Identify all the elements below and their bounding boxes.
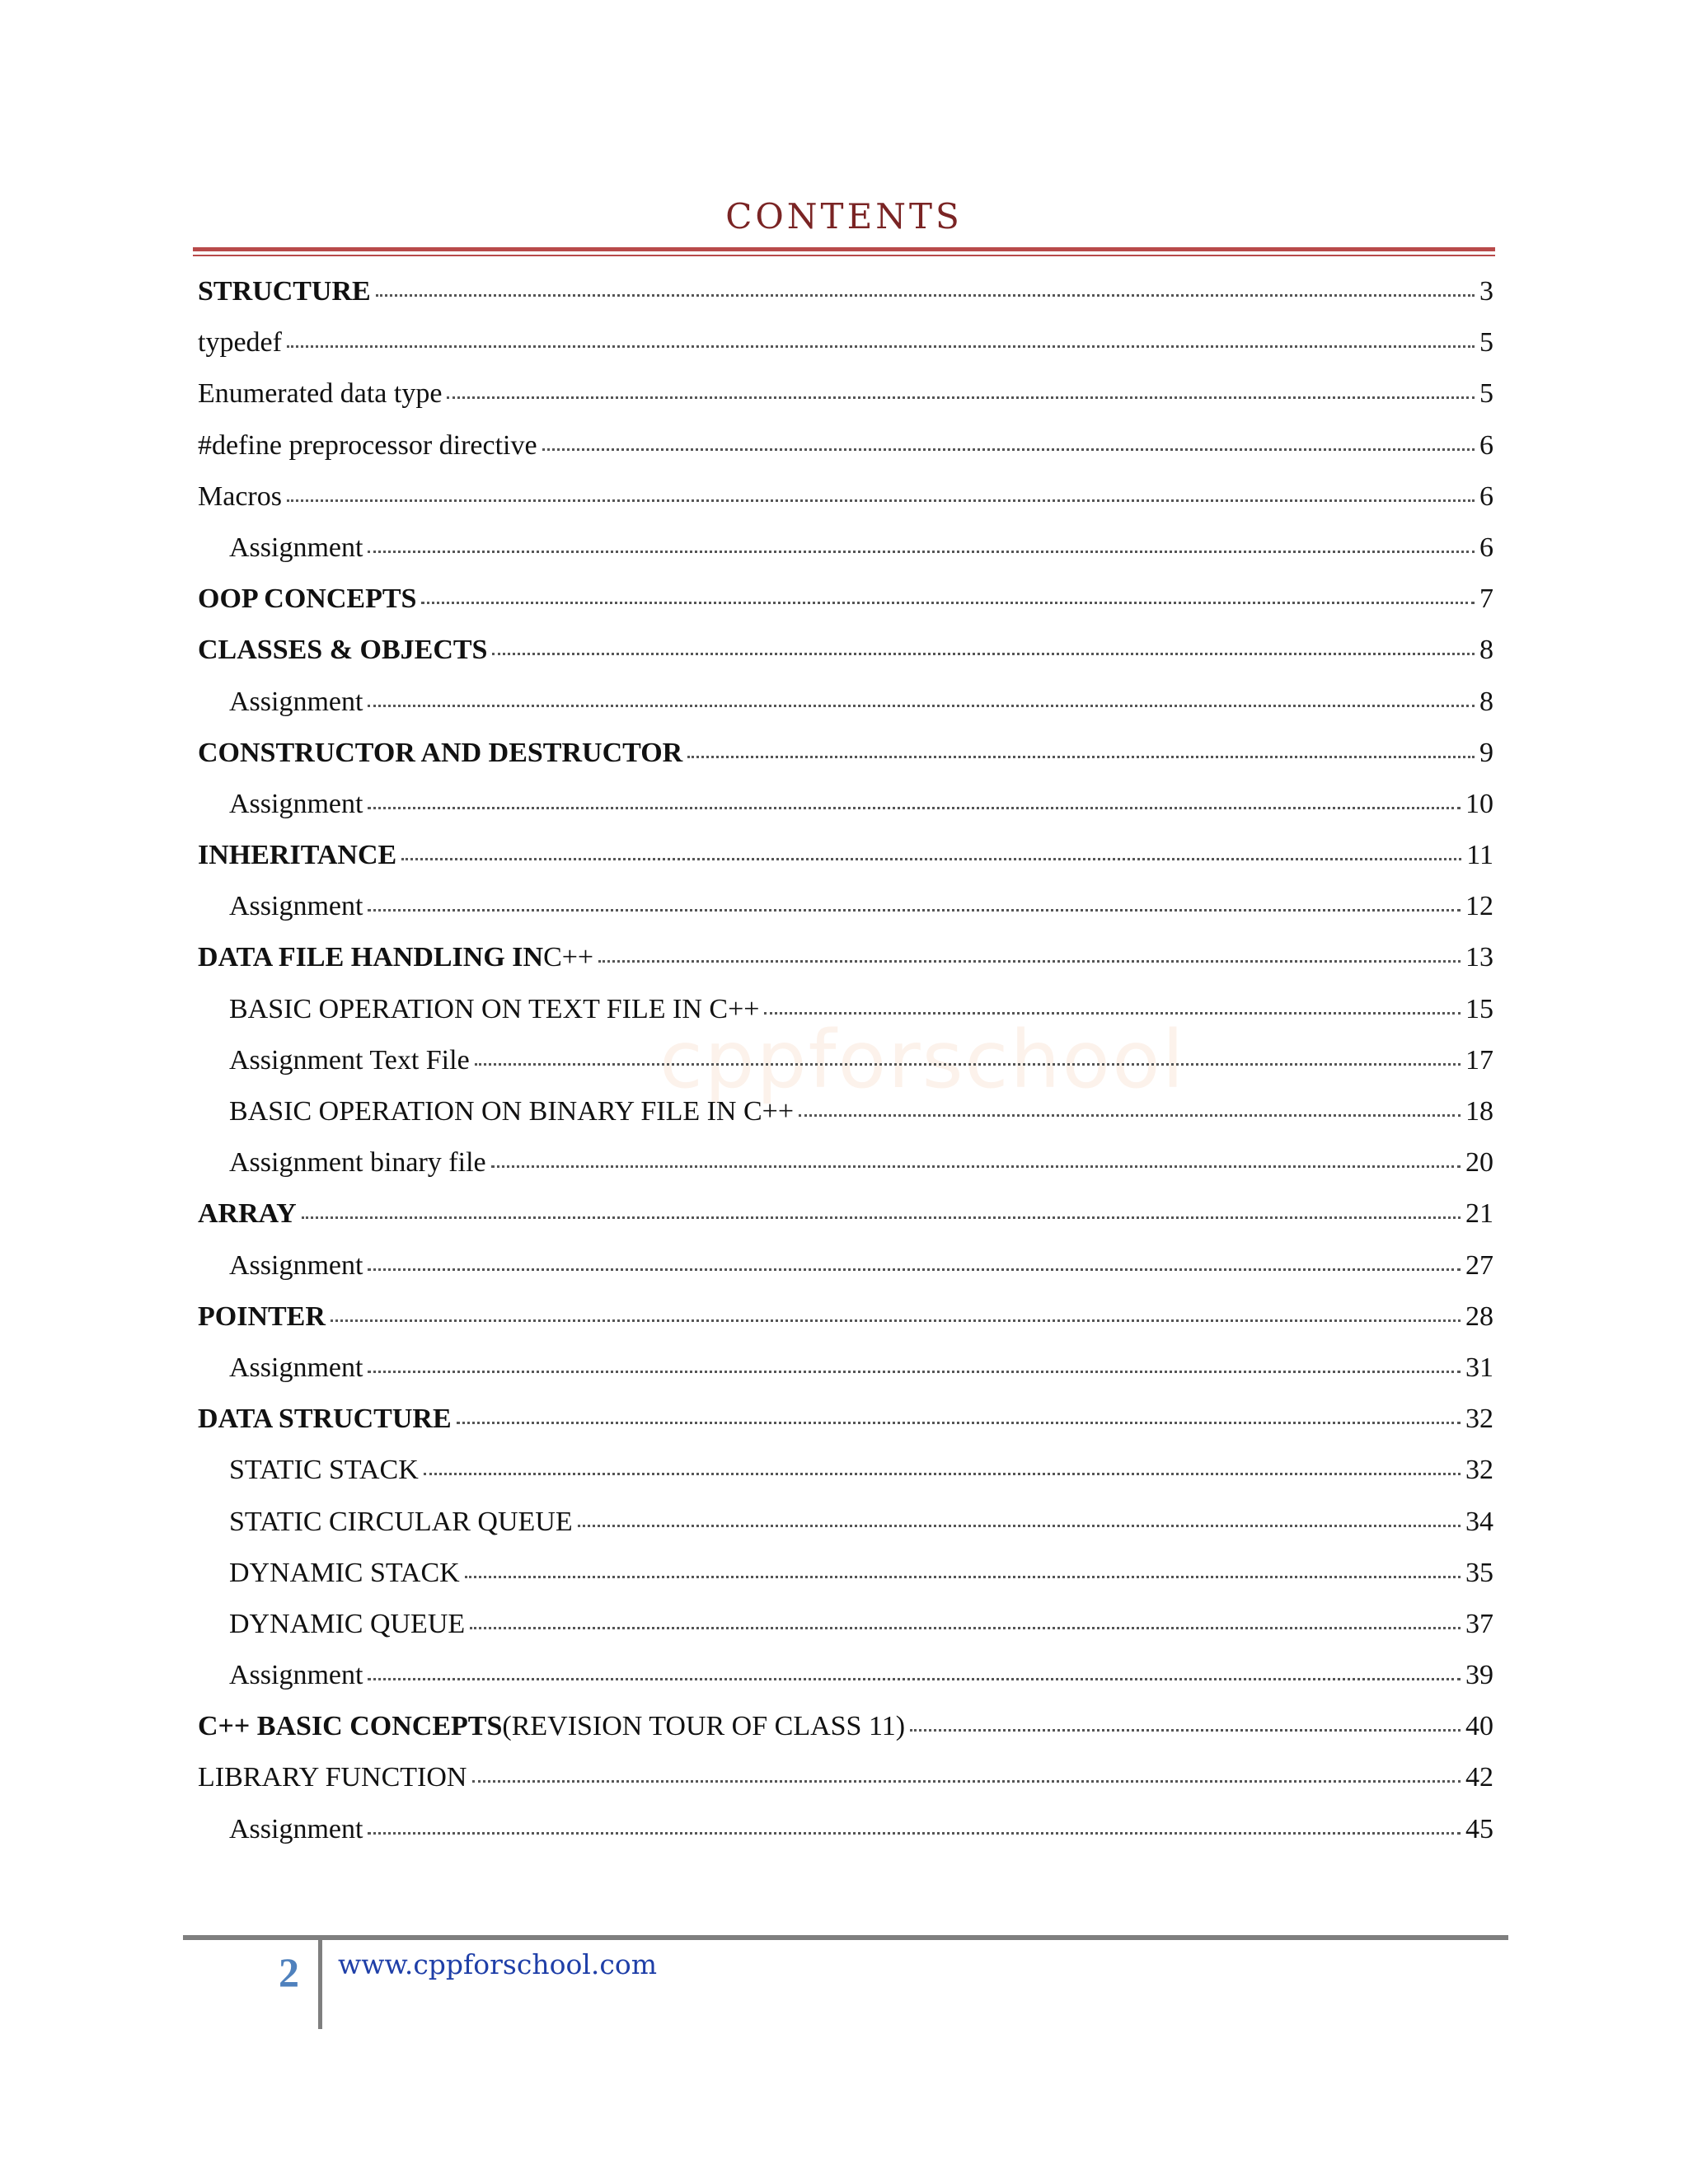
toc-page-number: 28 bbox=[1465, 1301, 1493, 1332]
toc-entry[interactable] bbox=[198, 1404, 1493, 1455]
toc-dot-leader bbox=[470, 1627, 1461, 1629]
toc-entry-label: CLASSES & OBJECTS bbox=[198, 635, 488, 666]
toc-entry-label: Assignment bbox=[229, 532, 363, 563]
toc-dot-leader bbox=[424, 1473, 1461, 1475]
toc-entry[interactable] bbox=[198, 789, 1493, 840]
toc-entry[interactable] bbox=[198, 1609, 1493, 1660]
toc-dot-leader bbox=[542, 448, 1475, 451]
toc-dot-leader bbox=[368, 807, 1461, 809]
toc-entry[interactable] bbox=[198, 1507, 1493, 1558]
toc-page-number: 20 bbox=[1465, 1147, 1493, 1179]
toc-entry[interactable] bbox=[198, 1762, 1493, 1813]
toc-entry-label-suffix: (REVISION TOUR OF CLASS 11) bbox=[502, 1711, 906, 1742]
toc-entry[interactable] bbox=[198, 1096, 1493, 1147]
toc-entry[interactable] bbox=[198, 1660, 1493, 1711]
toc-entry-label: DYNAMIC STACK bbox=[229, 1557, 460, 1588]
toc-entry[interactable] bbox=[198, 1198, 1493, 1249]
toc-entry-label-suffix: C++ bbox=[543, 942, 594, 973]
toc-page-number: 40 bbox=[1465, 1711, 1493, 1742]
toc-entry[interactable] bbox=[198, 840, 1493, 891]
toc-entry[interactable] bbox=[198, 1147, 1493, 1198]
toc-entry-label: POINTER bbox=[198, 1301, 326, 1332]
toc-entry[interactable] bbox=[198, 481, 1493, 532]
toc-entry[interactable] bbox=[198, 738, 1493, 789]
toc-entry[interactable] bbox=[198, 942, 1493, 993]
toc-entry-label: BASIC OPERATION ON TEXT FILE IN C++ bbox=[229, 993, 760, 1024]
toc-dot-leader bbox=[421, 602, 1475, 604]
toc-dot-leader bbox=[764, 1012, 1461, 1015]
toc-entry[interactable] bbox=[198, 994, 1493, 1045]
toc-entry-label: DYNAMIC QUEUE bbox=[229, 1608, 466, 1639]
toc-dot-leader bbox=[368, 551, 1475, 553]
toc-page-number: 8 bbox=[1479, 635, 1493, 666]
toc-entry[interactable] bbox=[198, 1711, 1493, 1762]
toc-page-number: 17 bbox=[1465, 1044, 1493, 1076]
toc-page-number: 35 bbox=[1465, 1557, 1493, 1588]
toc-entry-label: Assignment bbox=[229, 788, 363, 819]
toc-dot-leader bbox=[598, 960, 1461, 963]
toc-page-number: 7 bbox=[1479, 583, 1493, 615]
toc-dot-leader bbox=[368, 705, 1475, 707]
toc-page-number: 3 bbox=[1479, 276, 1493, 307]
toc-page-number: 9 bbox=[1479, 737, 1493, 768]
toc-entry-label: INHERITANCE bbox=[198, 840, 397, 871]
toc-entry[interactable] bbox=[198, 1352, 1493, 1404]
toc-entry[interactable] bbox=[198, 635, 1493, 686]
toc-page-number: 11 bbox=[1466, 840, 1493, 871]
toc-entry-label: Assignment bbox=[229, 1352, 363, 1383]
toc-dot-leader bbox=[368, 1832, 1461, 1835]
toc-page-number: 18 bbox=[1465, 1096, 1493, 1127]
table-of-contents bbox=[198, 276, 1493, 1865]
footer-url-link[interactable]: www.cppforschool.com bbox=[338, 1948, 657, 1980]
toc-entry-label: DATA STRUCTURE bbox=[198, 1404, 452, 1435]
toc-dot-leader bbox=[368, 1268, 1461, 1271]
toc-entry[interactable] bbox=[198, 891, 1493, 942]
page-title: CONTENTS bbox=[725, 196, 963, 237]
toc-page-number: 8 bbox=[1479, 686, 1493, 717]
toc-entry-label: STRUCTURE bbox=[198, 276, 371, 307]
toc-entry-label: STATIC STACK bbox=[229, 1455, 419, 1486]
toc-page-number: 13 bbox=[1465, 942, 1493, 973]
toc-page-number: 10 bbox=[1465, 788, 1493, 819]
toc-entry-label: Assignment bbox=[229, 686, 363, 717]
toc-dot-leader bbox=[287, 345, 1475, 348]
toc-page-number: 37 bbox=[1465, 1608, 1493, 1639]
toc-page-number: 6 bbox=[1479, 429, 1493, 461]
toc-dot-leader bbox=[465, 1576, 1461, 1578]
toc-dot-leader bbox=[368, 1371, 1461, 1373]
toc-dot-leader bbox=[492, 653, 1475, 655]
toc-page-number: 39 bbox=[1465, 1660, 1493, 1691]
toc-entry-label: Macros bbox=[198, 480, 282, 512]
toc-dot-leader bbox=[472, 1780, 1461, 1783]
toc-entry[interactable] bbox=[198, 532, 1493, 583]
toc-entry-label: CONSTRUCTOR AND DESTRUCTOR bbox=[198, 737, 683, 768]
toc-entry-label: Enumerated data type bbox=[198, 378, 443, 410]
toc-dot-leader bbox=[368, 909, 1461, 912]
toc-entry-label: Assignment Text File bbox=[229, 1044, 470, 1076]
toc-page-number: 45 bbox=[1465, 1813, 1493, 1844]
toc-page-number: 5 bbox=[1479, 327, 1493, 359]
toc-entry-label: Assignment bbox=[229, 1249, 363, 1281]
toc-entry-label: DATA FILE HANDLING IN bbox=[198, 942, 544, 973]
toc-page-number: 32 bbox=[1465, 1455, 1493, 1486]
toc-page-number: 31 bbox=[1465, 1352, 1493, 1383]
toc-entry[interactable] bbox=[198, 583, 1493, 635]
toc-dot-leader bbox=[457, 1422, 1461, 1424]
toc-page-number: 27 bbox=[1465, 1249, 1493, 1281]
toc-entry-label: Assignment bbox=[229, 1813, 363, 1844]
toc-entry[interactable] bbox=[198, 1455, 1493, 1506]
toc-entry[interactable] bbox=[198, 1814, 1493, 1865]
toc-dot-leader bbox=[687, 756, 1475, 758]
toc-entry[interactable] bbox=[198, 430, 1493, 481]
toc-entry[interactable] bbox=[198, 1250, 1493, 1301]
toc-dot-leader bbox=[368, 1678, 1461, 1680]
toc-entry-label: OOP CONCEPTS bbox=[198, 583, 417, 615]
watermark: cppforschool bbox=[659, 1014, 1186, 1106]
toc-entry-label: ARRAY bbox=[198, 1198, 297, 1230]
toc-entry[interactable] bbox=[198, 1301, 1493, 1352]
toc-dot-leader bbox=[302, 1216, 1461, 1219]
toc-page-number: 15 bbox=[1465, 993, 1493, 1024]
toc-entry[interactable] bbox=[198, 327, 1493, 378]
toc-entry[interactable] bbox=[198, 378, 1493, 429]
toc-entry-label: BASIC OPERATION ON BINARY FILE IN C++ bbox=[229, 1096, 795, 1127]
toc-dot-leader bbox=[910, 1729, 1461, 1732]
toc-entry[interactable] bbox=[198, 276, 1493, 327]
toc-dot-leader bbox=[376, 294, 1475, 297]
toc-entry-label: #define preprocessor directive bbox=[198, 429, 537, 461]
toc-dot-leader bbox=[491, 1165, 1461, 1168]
toc-entry[interactable] bbox=[198, 1558, 1493, 1609]
toc-page-number: 12 bbox=[1465, 891, 1493, 922]
toc-entry[interactable] bbox=[198, 687, 1493, 738]
toc-entry[interactable] bbox=[198, 1045, 1493, 1096]
toc-dot-leader bbox=[401, 858, 1461, 860]
footer-page-number: 2 bbox=[279, 1949, 299, 1995]
title-divider bbox=[193, 247, 1495, 251]
toc-dot-leader bbox=[475, 1063, 1461, 1066]
title-divider-thin bbox=[193, 255, 1495, 256]
toc-page-number: 6 bbox=[1479, 480, 1493, 512]
toc-dot-leader bbox=[799, 1114, 1461, 1117]
footer-vertical-divider bbox=[318, 1938, 322, 2029]
toc-entry-label: typedef bbox=[198, 327, 282, 359]
toc-entry-label: LIBRARY FUNCTION bbox=[198, 1762, 467, 1793]
toc-entry-label: STATIC CIRCULAR QUEUE bbox=[229, 1506, 573, 1537]
toc-dot-leader bbox=[331, 1319, 1461, 1322]
toc-entry-label: Assignment bbox=[229, 1660, 363, 1691]
toc-entry-label: C++ BASIC CONCEPTS bbox=[198, 1711, 503, 1742]
footer-divider bbox=[183, 1935, 1508, 1940]
toc-dot-leader bbox=[287, 499, 1475, 502]
toc-page-number: 6 bbox=[1479, 532, 1493, 563]
toc-page-number: 21 bbox=[1465, 1198, 1493, 1230]
toc-entry-label: Assignment binary file bbox=[229, 1147, 486, 1179]
toc-page-number: 5 bbox=[1479, 378, 1493, 410]
toc-dot-leader bbox=[447, 396, 1475, 399]
toc-page-number: 34 bbox=[1465, 1506, 1493, 1537]
toc-page-number: 42 bbox=[1465, 1762, 1493, 1793]
toc-dot-leader bbox=[578, 1525, 1461, 1527]
toc-entry-label: Assignment bbox=[229, 891, 363, 922]
toc-page-number: 32 bbox=[1465, 1404, 1493, 1435]
